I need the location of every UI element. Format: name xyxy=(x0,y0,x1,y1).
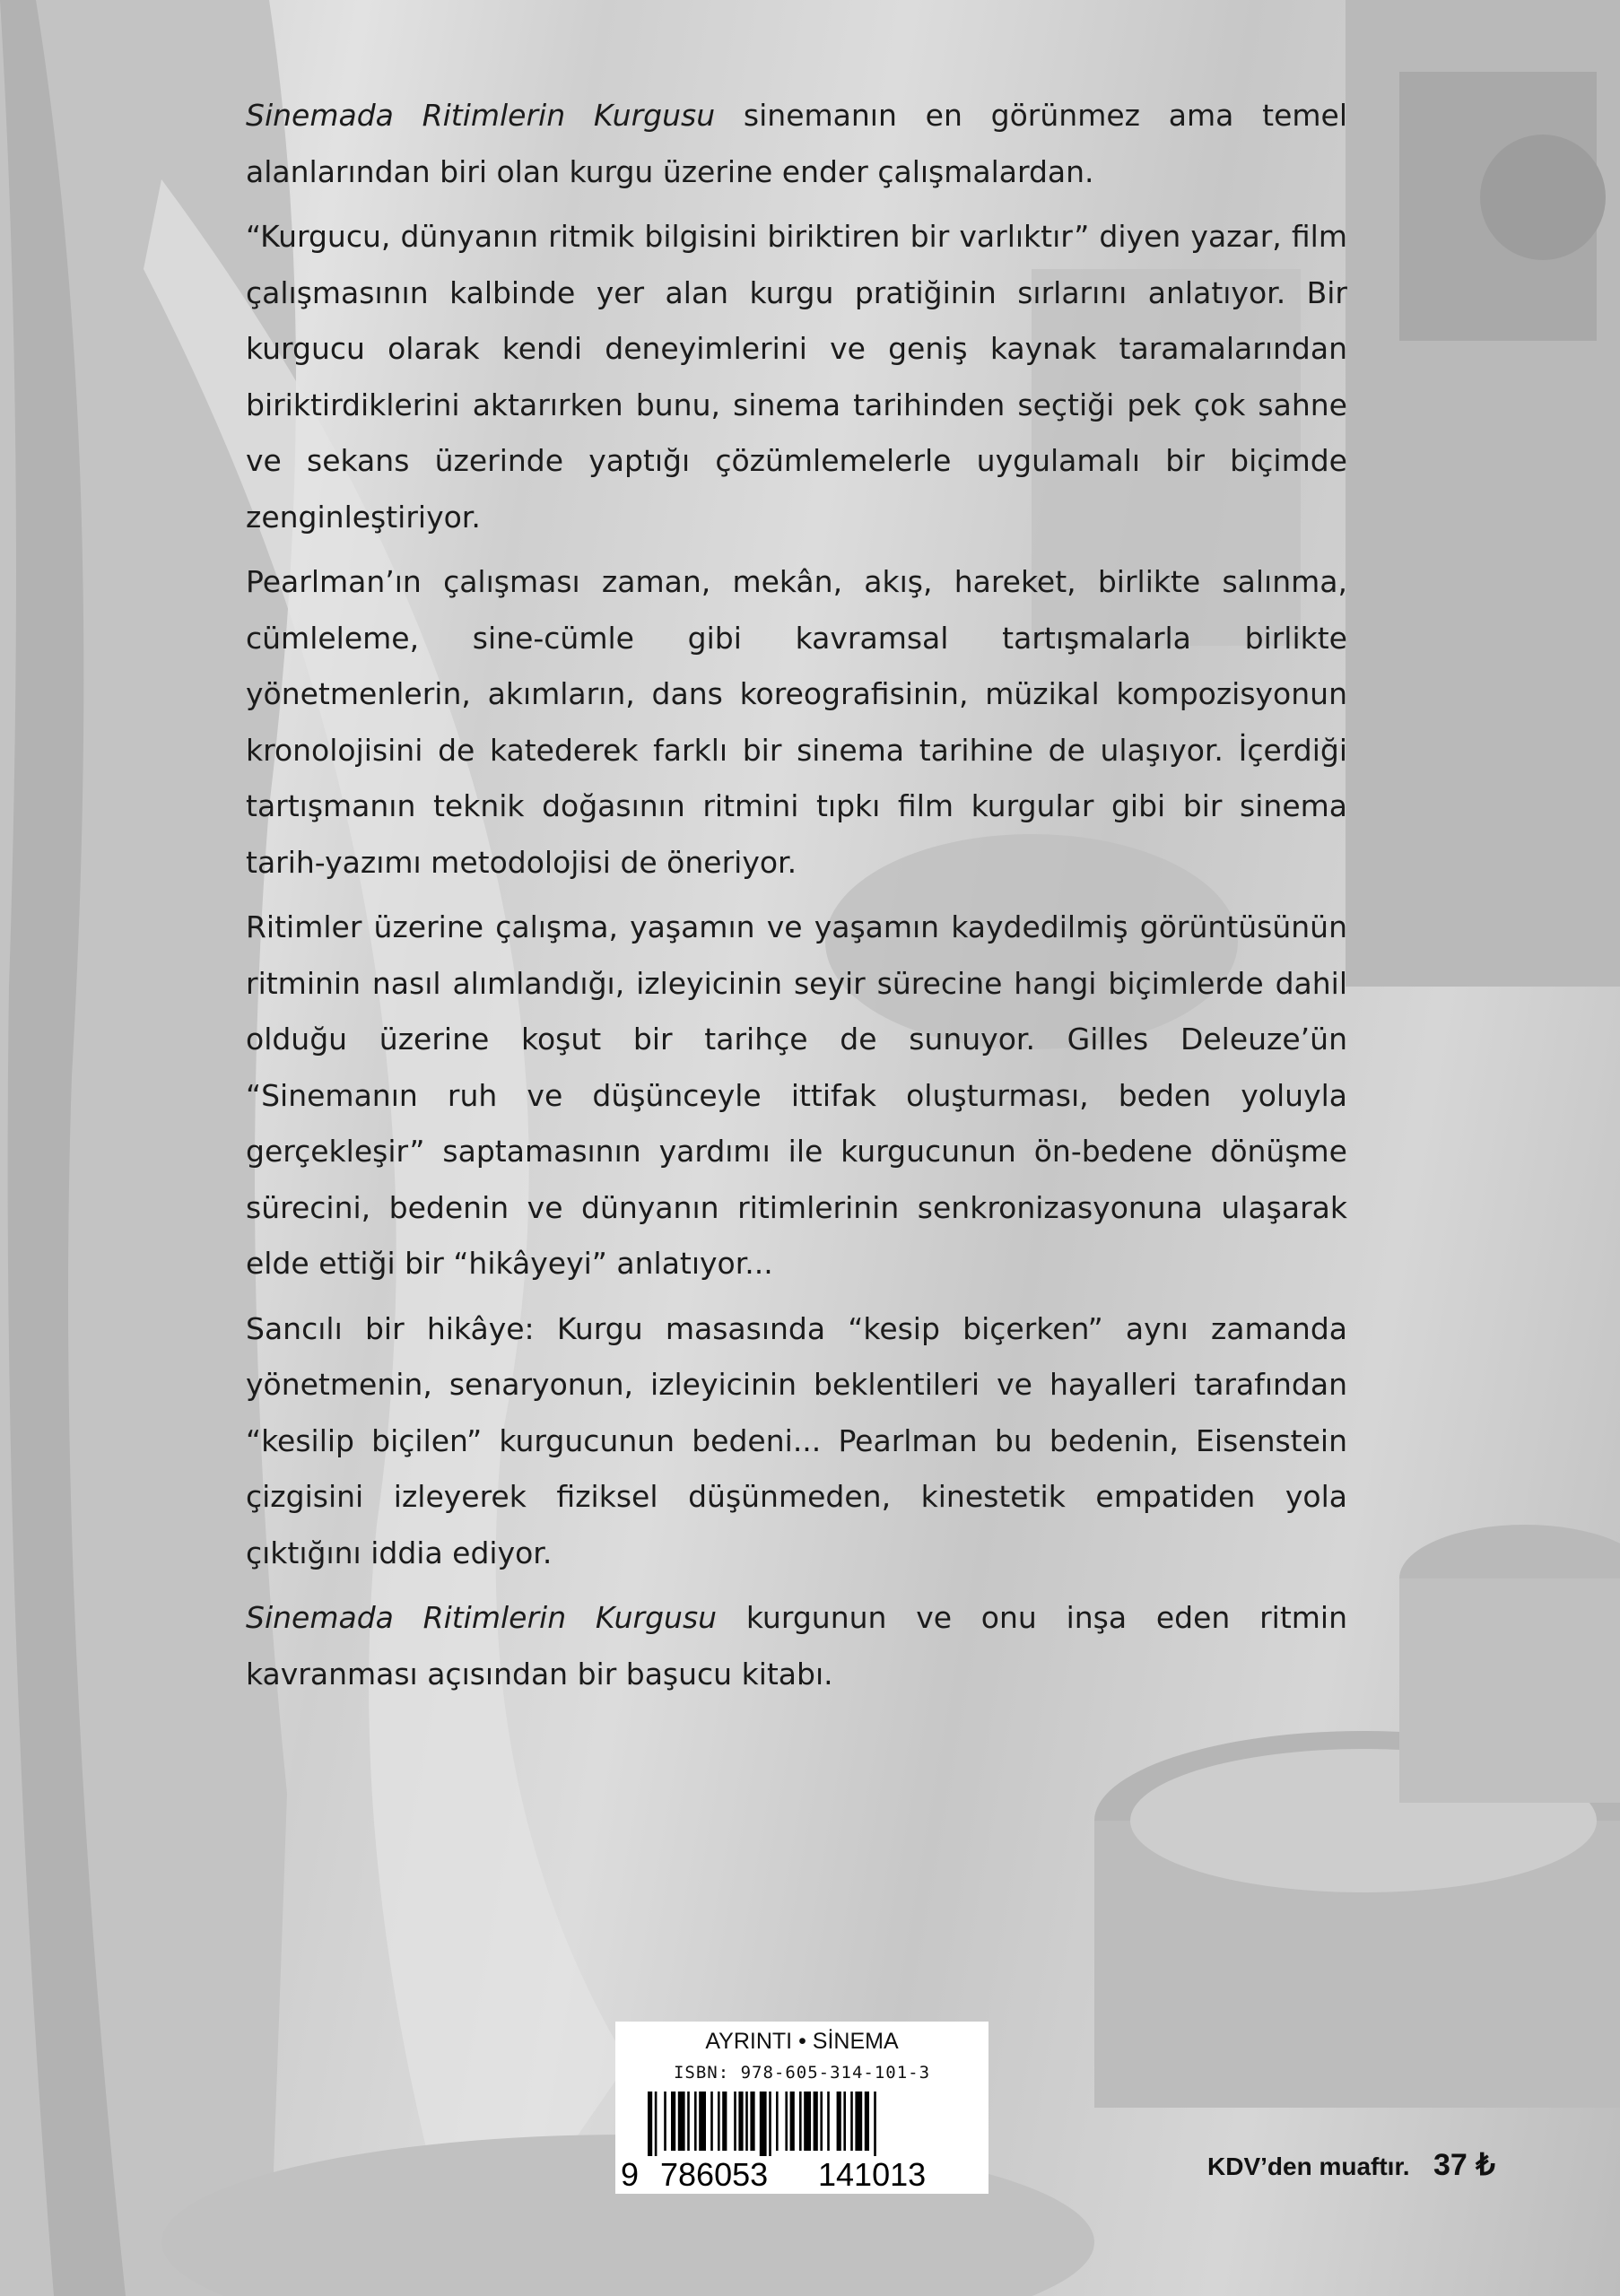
tax-exempt-note: KDV’den muaftır. xyxy=(1207,2152,1410,2180)
paragraph-1-text: sinemanın en görünmez ama temel alanlarından biri olan kurgu üzerine ender çalışmalardan. xyxy=(246,98,1348,189)
price-label: 37 ₺ xyxy=(1433,2148,1495,2182)
barcode-bar xyxy=(760,2092,767,2156)
isbn-label: ISBN: 978-605-314-101-3 xyxy=(673,2063,931,2083)
barcode-bar xyxy=(769,2092,771,2156)
barcode-bar xyxy=(722,2092,727,2151)
barcode-bar xyxy=(865,2092,869,2151)
barcode-digit-lead: 9 xyxy=(621,2156,640,2193)
barcode-bar xyxy=(814,2092,818,2151)
barcode-bar xyxy=(710,2092,713,2151)
barcode-bar xyxy=(694,2092,697,2151)
barcode-bar xyxy=(843,2092,846,2151)
book-title-italic: Sinemada Ritimlerin Kurgusu xyxy=(246,1600,718,1635)
paragraph-3: Pearlman’ın çalışması zaman, mekân, akış, hareket, birlikte salınma, cümleleme, sine-cümle gibi kavramsal tartışmalarla birlikte yönetmenlerin, akımların, dans koreografisinin, müzikal kompozisyonun kronolojisini de katederek farklı bir sinema tarihine de ulaşıyor. İçerdiği tartışmanın teknik doğasının ritmini tıpkı film kurgular gibi bir sinema tarih-yazımı metodolojisi de öneriyor. xyxy=(246,564,1347,880)
barcode-bar xyxy=(699,2092,706,2151)
barcode-bar xyxy=(799,2092,802,2151)
paragraph-5: Sancılı bir hikâye: Kurgu masasında “kesip biçerken” aynı zamanda yönetmenin, senaryonun, izleyicinin beklentileri ve hayalleri tarafından “kesilip biçilen” kurgucunun bedeni... Pearlman bu bedenin, Eisenstein çizgisini izleyerek fiziksel düşünmeden, kinestetik empatiden yola çıktığını iddia ediyor. xyxy=(246,1310,1347,1570)
barcode-bar xyxy=(648,2092,652,2156)
barcode-bar xyxy=(678,2092,685,2151)
series-label: AYRINTI • SİNEMA xyxy=(705,2029,899,2054)
barcode-panel xyxy=(615,2022,989,2194)
barcode-bar xyxy=(804,2092,811,2151)
paragraph-2: “Kurgucu, dünyanın ritmik bilgisini biriktiren bir varlıktır” diyen yazar, film çalışmasının kalbinde yer alan kurgu pratiğinin sırlarını anlatıyor. Bir kurgucu olarak kendi deneyimlerini ve geniş kaynak taramalarından biriktirdiklerini aktarırken bunu, sinema tarihinden seçtiği pek çok sahne ve sekans üzerinde yaptığı çözümlemelerle uygulamalı bir biçimde zenginleştiriyor. xyxy=(246,219,1347,535)
barcode-digits xyxy=(615,2156,989,2192)
barcode-bar xyxy=(734,2092,736,2151)
barcode-bar xyxy=(837,2092,841,2151)
barcode-bar xyxy=(750,2092,754,2151)
paragraph-4: Ritimler üzerine çalışma, yaşamın ve yaşamın kaydedilmiş görüntüsünün ritminin nasıl alımlandığı, izleyicinin seyir sürecine hangi biçimlerde dahil olduğu üzerine koşut bir tarihçe de sunuyor. Gilles Deleuze’ün “Sinemanın ruh ve düşünceyle ittifak oluşturması, beden yoluyla gerçekleşir” saptamasının yardımı ile kurgucunun ön-bedene dönüşme sürecini, bedenin ve dünyanın ritimlerinin senkronizasyonuna ulaşarak elde ettiği bir “hikâyeyi” anlatıyor... xyxy=(246,909,1347,1281)
barcode-digits-left: 786053 xyxy=(660,2156,769,2193)
barcode-bar xyxy=(718,2092,720,2151)
barcode-bar xyxy=(855,2092,862,2151)
back-cover-text xyxy=(246,88,1347,1711)
barcode-bar xyxy=(664,2092,666,2151)
barcode-bar xyxy=(827,2092,830,2151)
barcode-bar xyxy=(745,2092,748,2151)
barcode-bar xyxy=(671,2092,675,2151)
book-title-italic: Sinemada Ritimlerin Kurgusu xyxy=(246,98,716,133)
barcode-bar xyxy=(776,2092,779,2151)
barcode-bar xyxy=(820,2092,823,2151)
barcode-bars xyxy=(648,2092,956,2156)
barcode-bar xyxy=(738,2092,743,2151)
barcode-bar xyxy=(850,2092,853,2151)
paragraph-6 xyxy=(246,1590,1347,1702)
barcode-bar xyxy=(785,2092,788,2151)
barcode-digits-right: 141013 xyxy=(818,2156,927,2193)
paragraph-1 xyxy=(246,88,1347,200)
barcode-bar xyxy=(874,2092,876,2156)
barcode-bar xyxy=(687,2092,690,2151)
paragraph-6-text: kurgunun ve onu inşa eden ritmin kavranması açısından bir başucu kitabı. xyxy=(246,1600,1347,1692)
barcode-bar xyxy=(655,2092,658,2156)
barcode-bar xyxy=(790,2092,795,2151)
